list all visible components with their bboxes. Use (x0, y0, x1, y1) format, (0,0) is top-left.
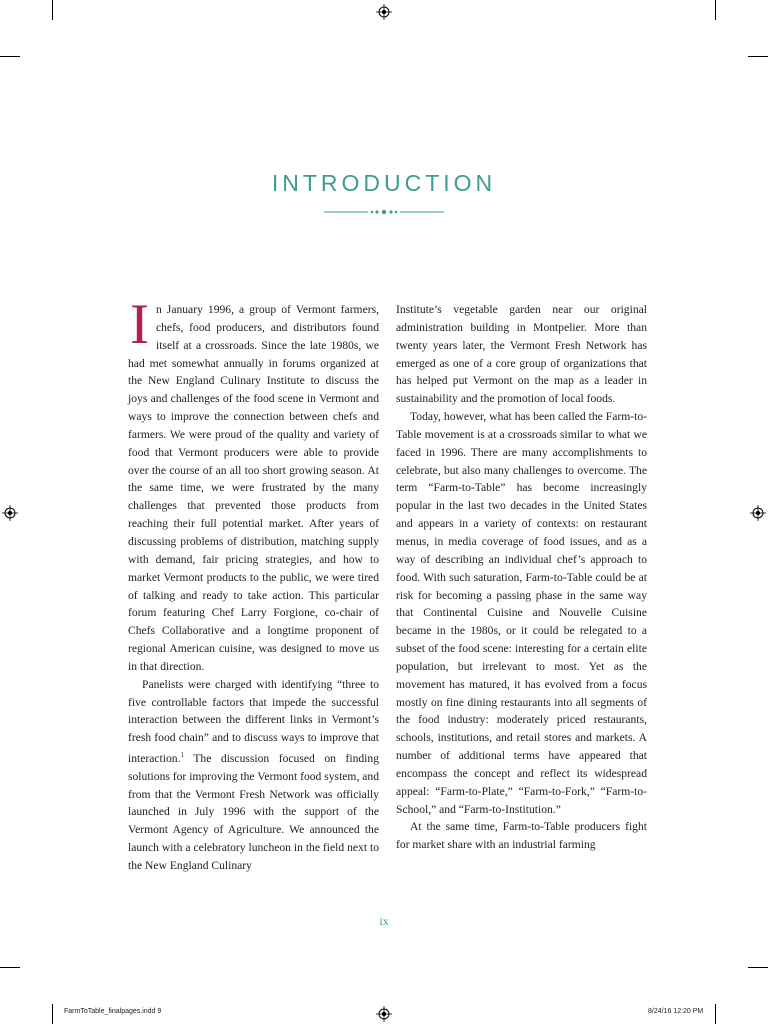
body-paragraph: At the same time, Farm-to-Table producers fight for market share with an industrial farming (396, 820, 647, 852)
chapter-title: INTRODUCTION (271, 170, 497, 196)
crop-mark (748, 56, 768, 57)
crop-mark (748, 967, 768, 968)
paragraph-text: The discussion focused on finding solutions for improving the Vermont food system, and from that the Vermont Fresh Network was officially launched in July 1996 with the support of the Vermont Agency of Agriculture. We announced the launch with a celebratory luncheon in the field next to the New England Culinary (128, 751, 379, 873)
ornament-divider-icon (324, 205, 444, 219)
body-paragraph (128, 676, 379, 875)
footnote-marker: 1 (180, 751, 184, 760)
slug-timestamp: 8/24/16 12:20 PM (648, 1008, 704, 1015)
registration-mark-icon (376, 1006, 392, 1022)
slug-file-name: FarmToTable_finalpages.indd 9 (64, 1008, 162, 1015)
crop-mark (52, 1004, 53, 1024)
registration-mark-icon (376, 4, 392, 20)
drop-cap: I (130, 293, 149, 356)
crop-mark (52, 0, 53, 20)
crop-mark (0, 56, 20, 57)
registration-mark-icon (750, 505, 766, 521)
paragraph-text: Panelists were charged with identifying “three to five controllable factors that impede the successful interaction between the different links in Vermont’s fresh food chain” and to discuss ways to improve that interaction. (128, 677, 379, 765)
right-column (396, 301, 647, 854)
registration-mark-icon (2, 505, 18, 521)
paragraph-text: n January 1996, a group of Vermont farmers, chefs, food producers, and distributors found itself at a crossroads. Since the late 1980s, we had met somewhat annually in forums organized at the New England Culinary Institute to discuss the joys and challenges of the food scene in Vermont and ways to improve the connection between chefs and farmers. We were proud of the quality and variety of food that Vermont producers were able to provide over the course of an all too short growing season. At the same time, we were frustrated by the many challenges that prevented those products from reaching their full potential market. After years of discussing problems of distribution, matching supply with demand, fair pricing strategies, and how to market Vermont products to the public, we were tired of talking and ready to take action. This particular forum featuring Chef Larry Forgione, co-chair of Chefs Collaborative and a longtime proponent of regional American cuisine, was designed to move us in that direction. (128, 303, 379, 673)
crop-mark (715, 1004, 716, 1024)
left-column (128, 293, 379, 875)
crop-mark (715, 0, 716, 20)
body-paragraph: Today, however, what has been called the Farm-to-Table movement is at a crossroads similar to what we faced in 1996. There are many accomplishments to celebrate, but also many challenges to overcome. The term “Farm-to-Table” has become increasingly popular in the last two decades in the United States and appears in a variety of contexts: on restaurant menus, in media coverage of food issues, and as a way of describing an individual chef’s approach to food. With such saturation, Farm-to-Table could be at risk for becoming a passing phase in the same way that Continental Cuisine and Nouvelle Cuisine became in the 1980s, or it could be relegated to a subset of the food scene: interesting for a certain elite population, but irrelevant to most. Yet as the movement has matured, it has evolved from a focus mostly on fine dining restaurants into all segments of the food industry: moderately priced restaurants, schools, institutions, and retail stores and markets. A number of additional terms have appeared that encompass the concept and reflect its widespread appeal: “Farm-to-Plate,” “Farm-to-Fork,” “Farm-to-School,” and “Farm-to-Institution.” (396, 410, 647, 816)
body-paragraph: Institute’s vegetable garden near our original administration building in Montpelier. More than twenty years later, the Vermont Fresh Network has emerged as one of a core group of organizations that has helped put Vermont on the map as a leader in sustainability and the promotion of local foods. (396, 303, 647, 406)
crop-mark (0, 967, 20, 968)
page-number: ix (379, 914, 389, 928)
body-paragraph (128, 293, 379, 676)
